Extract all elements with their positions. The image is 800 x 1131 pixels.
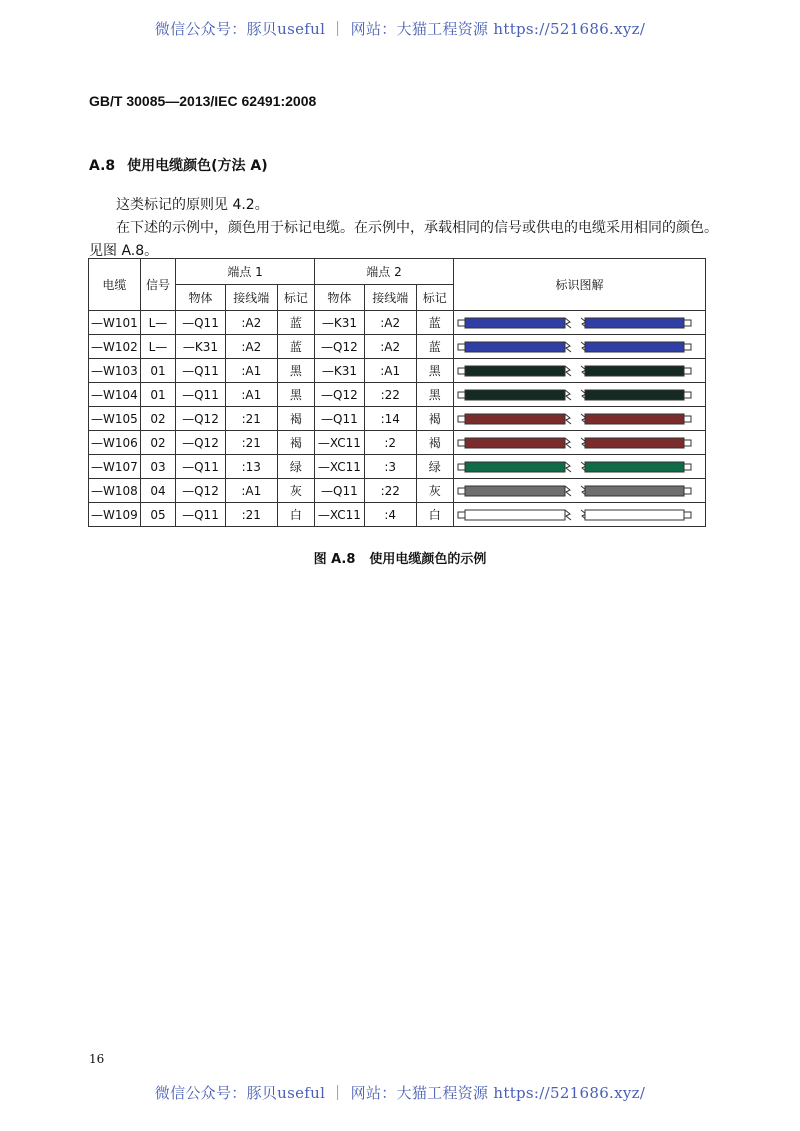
break-mark-left (565, 486, 571, 496)
endpoint2-mark: 黑 (416, 359, 453, 383)
endpoint1-mark: 蓝 (277, 311, 314, 335)
cable-id: —W103 (89, 359, 141, 383)
table-row (89, 431, 706, 455)
cable-color-diagram (453, 311, 705, 335)
figure-caption (0, 548, 800, 567)
table-row (89, 479, 706, 503)
cable-segment-left (465, 462, 565, 472)
cable-id: —W109 (89, 503, 141, 527)
cable-color-diagram (453, 335, 705, 359)
endpoint2-terminal: :A1 (364, 359, 416, 383)
endpoint2-terminal: :14 (364, 407, 416, 431)
header-terminal-2: 接线端 (364, 285, 416, 311)
endpoint1-object: —Q12 (176, 431, 226, 455)
header-endpoint-1: 端点 1 (176, 259, 315, 285)
header-mark-1: 标记 (277, 285, 314, 311)
cable-end-left (458, 488, 465, 494)
cable-end-right (684, 464, 691, 470)
endpoint1-object: —Q11 (176, 359, 226, 383)
signal: L— (140, 311, 175, 335)
cable-end-right (684, 344, 691, 350)
header-object-1: 物体 (176, 285, 226, 311)
cable-end-right (684, 368, 691, 374)
signal: 05 (140, 503, 175, 527)
cable-id: —W106 (89, 431, 141, 455)
cable-color-diagram (453, 383, 705, 407)
endpoint1-mark: 蓝 (277, 335, 314, 359)
endpoint1-terminal: :A1 (225, 479, 277, 503)
endpoint2-object: —Q12 (315, 383, 365, 407)
header-signal: 信号 (140, 259, 175, 311)
endpoint2-terminal: :22 (364, 479, 416, 503)
endpoint1-terminal: :A1 (225, 383, 277, 407)
break-mark-left (565, 390, 571, 400)
break-mark-left (565, 366, 571, 376)
cable-segment-left (465, 390, 565, 400)
cable-end-right (684, 488, 691, 494)
cable-illustration (454, 336, 696, 358)
cable-segment-right (585, 390, 684, 400)
cable-segment-right (585, 414, 684, 424)
endpoint2-object: —XC11 (315, 431, 365, 455)
signal: 04 (140, 479, 175, 503)
cable-segment-right (585, 462, 684, 472)
table-row (89, 335, 706, 359)
cable-illustration (454, 504, 696, 526)
cable-segment-left (465, 438, 565, 448)
cable-segment-right (585, 510, 684, 520)
endpoint2-object: —Q11 (315, 479, 365, 503)
cable-segment-left (465, 414, 565, 424)
endpoint1-object: —Q11 (176, 383, 226, 407)
cable-end-left (458, 440, 465, 446)
endpoint2-terminal: :3 (364, 455, 416, 479)
table-row (89, 503, 706, 527)
paragraph-2: 在下述的示例中，颜色用于标记电缆。在示例中，承载相同的信号或供电的电缆采用相同的颜色。 (116, 220, 718, 236)
endpoint2-mark: 灰 (416, 479, 453, 503)
cable-id: —W107 (89, 455, 141, 479)
endpoint1-terminal: :21 (225, 503, 277, 527)
cable-end-right (684, 416, 691, 422)
endpoint2-mark: 褐 (416, 431, 453, 455)
endpoint2-mark: 黑 (416, 383, 453, 407)
watermark-bottom: 微信公众号：豚贝useful ｜ 网站：大猫工程资源 https://521686.xyz/ (154, 1084, 646, 1102)
cable-end-right (684, 320, 691, 326)
cable-segment-left (465, 510, 565, 520)
cable-segment-left (465, 342, 565, 352)
paragraph-3: 见图 A.8。 (89, 243, 159, 259)
cable-id: —W101 (89, 311, 141, 335)
endpoint1-terminal: :13 (225, 455, 277, 479)
cable-end-left (458, 320, 465, 326)
endpoint1-object: —Q12 (176, 479, 226, 503)
endpoint2-terminal: :22 (364, 383, 416, 407)
break-mark-left (565, 342, 571, 352)
table-row (89, 311, 706, 335)
cable-segment-left (465, 486, 565, 496)
cable-id: —W104 (89, 383, 141, 407)
section-title: 使用电缆颜色(方法 A) (127, 158, 268, 174)
cable-segment-right (585, 486, 684, 496)
endpoint2-terminal: :2 (364, 431, 416, 455)
cable-illustration (454, 408, 696, 430)
break-mark-left (565, 414, 571, 424)
cable-color-diagram (453, 431, 705, 455)
endpoint2-terminal: :A2 (364, 311, 416, 335)
figure-number: 图 A.8 (313, 552, 356, 567)
cable-color-diagram (453, 479, 705, 503)
break-mark-left (565, 318, 571, 328)
cable-end-right (684, 512, 691, 518)
endpoint1-mark: 褐 (277, 407, 314, 431)
header-cable: 电缆 (89, 259, 141, 311)
cable-segment-right (585, 318, 684, 328)
endpoint1-mark: 灰 (277, 479, 314, 503)
endpoint2-object: —XC11 (315, 503, 365, 527)
endpoint2-mark: 褐 (416, 407, 453, 431)
signal: 01 (140, 383, 175, 407)
cable-segment-left (465, 366, 565, 376)
cable-end-left (458, 464, 465, 470)
cable-end-right (684, 392, 691, 398)
endpoint2-mark: 白 (416, 503, 453, 527)
cable-end-left (458, 368, 465, 374)
signal: 02 (140, 431, 175, 455)
page-number: 16 (89, 1052, 105, 1066)
cable-illustration (454, 456, 696, 478)
endpoint1-terminal: :A1 (225, 359, 277, 383)
cable-segment-right (585, 438, 684, 448)
endpoint2-object: —K31 (315, 311, 365, 335)
endpoint1-object: —Q11 (176, 311, 226, 335)
endpoint2-object: —K31 (315, 359, 365, 383)
endpoint2-terminal: :4 (364, 503, 416, 527)
cable-segment-right (585, 366, 684, 376)
header-object-2: 物体 (315, 285, 365, 311)
endpoint1-terminal: :21 (225, 431, 277, 455)
endpoint2-mark: 蓝 (416, 311, 453, 335)
figure-title: 使用电缆颜色的示例 (369, 552, 487, 567)
endpoint2-mark: 绿 (416, 455, 453, 479)
cable-id: —W105 (89, 407, 141, 431)
endpoint1-object: —Q11 (176, 455, 226, 479)
endpoint1-mark: 绿 (277, 455, 314, 479)
break-mark-left (565, 462, 571, 472)
standard-header: GB/T 30085—2013/IEC 62491:2008 (89, 93, 317, 109)
table-row (89, 455, 706, 479)
section-number: A.8 (89, 158, 116, 174)
section-heading (89, 155, 268, 175)
cable-end-left (458, 512, 465, 518)
endpoint1-mark: 黑 (277, 383, 314, 407)
cable-illustration (454, 384, 696, 406)
signal: 01 (140, 359, 175, 383)
header-mark-2: 标记 (416, 285, 453, 311)
cable-illustration (454, 432, 696, 454)
cable-illustration (454, 312, 696, 334)
cable-id: —W108 (89, 479, 141, 503)
cable-color-diagram (453, 455, 705, 479)
signal: L— (140, 335, 175, 359)
table-row (89, 407, 706, 431)
cable-color-diagram (453, 503, 705, 527)
cable-color-diagram (453, 359, 705, 383)
cable-end-left (458, 392, 465, 398)
cable-end-right (684, 440, 691, 446)
table-row (89, 359, 706, 383)
cable-color-diagram (453, 407, 705, 431)
endpoint1-object: —Q12 (176, 407, 226, 431)
table-body (89, 311, 706, 527)
endpoint2-terminal: :A2 (364, 335, 416, 359)
endpoint1-terminal: :21 (225, 407, 277, 431)
endpoint1-mark: 黑 (277, 359, 314, 383)
break-mark-left (565, 438, 571, 448)
header-terminal-1: 接线端 (225, 285, 277, 311)
cable-segment-right (585, 342, 684, 352)
signal: 02 (140, 407, 175, 431)
cable-end-left (458, 344, 465, 350)
cable-marking-table (88, 258, 706, 527)
paragraph-1: 这类标记的原则见 4.2。 (116, 197, 269, 213)
table-row (89, 383, 706, 407)
cable-id: —W102 (89, 335, 141, 359)
endpoint1-terminal: :A2 (225, 311, 277, 335)
endpoint1-object: —Q11 (176, 503, 226, 527)
endpoint2-mark: 蓝 (416, 335, 453, 359)
endpoint1-object: —K31 (176, 335, 226, 359)
endpoint2-object: —Q11 (315, 407, 365, 431)
header-diagram: 标识图解 (453, 259, 705, 311)
header-endpoint-2: 端点 2 (315, 259, 454, 285)
endpoint2-object: —Q12 (315, 335, 365, 359)
break-mark-left (565, 510, 571, 520)
endpoint1-mark: 褐 (277, 431, 314, 455)
cable-illustration (454, 360, 696, 382)
endpoint1-mark: 白 (277, 503, 314, 527)
endpoint1-terminal: :A2 (225, 335, 277, 359)
cable-illustration (454, 480, 696, 502)
signal: 03 (140, 455, 175, 479)
watermark-top: 微信公众号：豚贝useful ｜ 网站：大猫工程资源 https://521686.xyz/ (154, 20, 646, 38)
cable-end-left (458, 416, 465, 422)
endpoint2-object: —XC11 (315, 455, 365, 479)
cable-segment-left (465, 318, 565, 328)
